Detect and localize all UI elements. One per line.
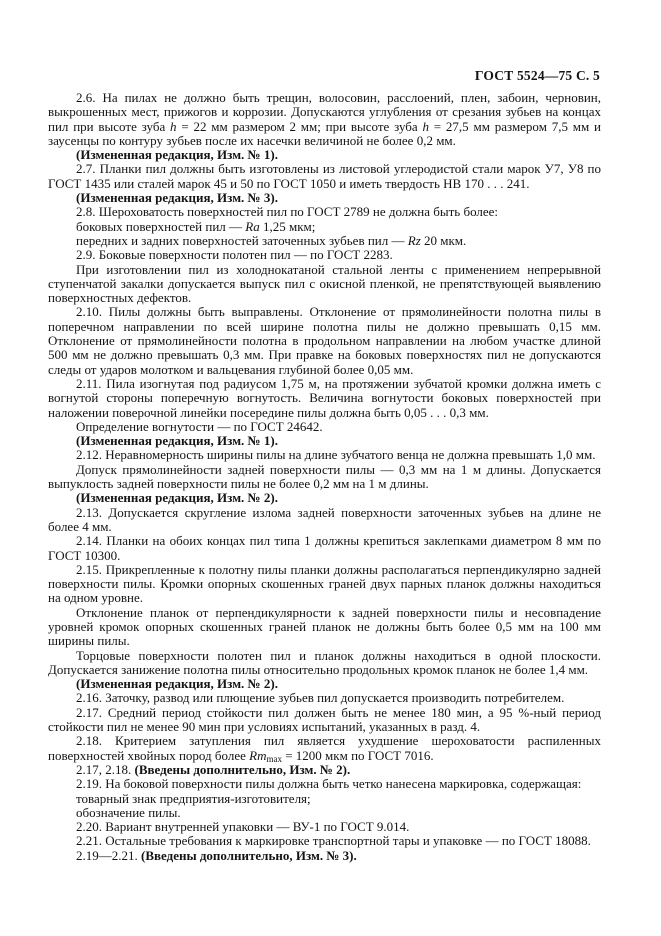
paragraph: [48, 820, 601, 834]
page-header: [48, 68, 600, 84]
paragraph: [48, 220, 601, 234]
text-run: 2.17. Средний период стойкости пил должен быть не менее 180 мин, а 95 %-ный период стойкости пил не менее 90 мин при условиях испытаний, указанных в разд. 4.: [48, 704, 601, 735]
text-run: (Введены дополнительно, Изм. № 2).: [134, 761, 351, 777]
paragraph: [48, 706, 601, 735]
text-run: 2.12. Неравномерность ширины пилы на длине зубчатого венца не должна превышать 1,0 мм.: [76, 447, 596, 463]
text-run: Определение вогнутости — по ГОСТ 24642.: [76, 418, 323, 434]
paragraph: [48, 148, 601, 162]
text-run: (Измененная редакция, Изм. № 1).: [76, 147, 278, 163]
text-run: 2.19. На боковой поверхности пилы должна быть четко нанесена маркировка, содержащая:: [76, 776, 582, 792]
paragraph: [48, 534, 601, 563]
paragraph: [48, 563, 601, 606]
text-run: товарный знак предприятия-изготовителя;: [76, 790, 311, 806]
text-run: 2.21. Остальные требования к маркировке транспортной тары и упаковке — по ГОСТ 18088.: [76, 833, 591, 849]
text-run: 2.9. Боковые поверхности полотен пил — по ГОСТ 2283.: [76, 247, 393, 263]
text-run: Торцовые поверхности полотен пил и планок должны находиться в одной плоскости. Допускается занижение полотна пилы относительно продольных кромок планок не более 1,4 мм.: [48, 647, 601, 677]
text-run: 2.11. Пила изогнутая под радиусом 1,75 м, на протяжении зубчатой кромки должна иметь с вогнутой стороны поперечную вогнутость. Величина вогнутости боковых поверхностей при наложении поверочной линейки посередине пилы должна быть 0,05 . . . 0,3 мм.: [48, 375, 601, 420]
text-run: обозначение пилы.: [76, 804, 181, 820]
text-run: 2.17, 2.18.: [76, 761, 135, 777]
text-run: 2.20. Вариант внутренней упаковки — ВУ-1 по ГОСТ 9.014.: [76, 819, 410, 835]
paragraph: [48, 263, 601, 306]
text-run: 2.18. Критерием затупления пил является ухудшение шероховатости распиленных поверхностей хвойных пород более: [48, 733, 601, 763]
paragraph: [48, 777, 601, 791]
text-run: 2.8. Шероховатость поверхностей пил по ГОСТ 2789 не должна быть более:: [76, 204, 499, 220]
paragraph: [48, 734, 601, 763]
paragraph: [48, 677, 601, 691]
paragraph: [48, 806, 601, 820]
paragraph: [48, 491, 601, 505]
paragraph: [48, 305, 601, 376]
paragraph: [48, 205, 601, 219]
standard-number: ГОСТ 5524—75 С. 5: [474, 68, 600, 83]
paragraph: [48, 792, 601, 806]
text-run: 20 мкм.: [420, 232, 467, 248]
text-run: 2.6. На пилах не должно быть трещин, волосовин, расслоений, плен, забоин, черновин, выкрошенных мест, прижогов и коррозии. Допускаются углубления от срезания зубьев на концах пил при высоте зуба: [48, 90, 601, 134]
text-run: (Введены дополнительно, Изм. № 3).: [141, 847, 357, 863]
paragraph: [48, 606, 601, 649]
text-run: (Измененная редакция, Изм. № 3).: [76, 190, 278, 206]
text-run: 2.7. Планки пил должны быть изготовлены из листовой углеродистой стали марок У7, У8 по ГОСТ 1435 или сталей марок 45 и 50 по ГОСТ 1050 и иметь твердость НВ 170 . . . 241.: [48, 161, 601, 191]
text-run: 2.10. Пилы должны быть выправлены. Отклонение от прямолинейности полотна пилы в поперечном направлении по всей ширине полотна пилы не должно превышать 0,15 мм. Отклонение от прямолинейности полотна в продольном направлении на любом участке длиной 500 мм не должно превышать 0,3 мм. При правке на боковых поверхностях пил не допускаются следы от ударов молотком и вальцевания глубиной более 0,05 мм.: [48, 304, 601, 377]
text-run: передних и задних поверхностей заточенных зубьев пил —: [76, 232, 408, 248]
text-run: Rz: [407, 232, 421, 248]
text-run: Rm: [249, 747, 267, 763]
text-run: Ra: [245, 218, 260, 234]
paragraph: [48, 234, 601, 248]
paragraph: [48, 191, 601, 205]
paragraph: [48, 763, 601, 777]
text-run: 2.15. Прикрепленные к полотну пилы планки должны располагаться перпендикулярно задней поверхности пилы. Кромки опорных скошенных граней двух парных планок должны находиться на одном уровне.: [48, 561, 601, 606]
text-run: = 22 мм размером 2 мм; при высоте зуба: [176, 118, 423, 134]
paragraph: [48, 849, 601, 863]
text-run: При изготовлении пил из холоднокатаной стальной ленты с применением непрерывной ступенчатой закалки допускается выпуск пил с окисной пленкой, не препятствующей выявлению поверхностных дефектов.: [48, 261, 601, 306]
paragraph: [48, 834, 601, 848]
text-run: (Измененная редакция, Изм. № 2).: [76, 490, 278, 506]
paragraph: [48, 248, 601, 262]
text-run: (Измененная редакция, Изм. № 1).: [76, 433, 278, 449]
text-run: 2.19—2.21.: [76, 847, 141, 863]
text-run: 2.14. Планки на обоих концах пил типа 1 должны крепиться заклепками диаметром 8 мм по ГОСТ 10300.: [48, 533, 601, 563]
paragraph: [48, 434, 601, 448]
paragraph: [48, 162, 601, 191]
text-run: h: [170, 118, 177, 134]
paragraph: [48, 377, 601, 420]
paragraph: [48, 91, 601, 148]
document-body: [48, 91, 601, 863]
paragraph: [48, 448, 601, 462]
text-run: (Измененная редакция, Изм. № 2).: [76, 676, 278, 692]
text-run: Отклонение планок от перпендикулярности к задней поверхности пилы и несовпадение уровней кромок опорных скошенных граней планок не должны быть более 0,5 мм на 100 мм ширины пилы.: [48, 604, 601, 649]
text-run: 1,25 мкм;: [259, 218, 316, 234]
text-run: 2.16. Заточку, развод или плющение зубьев пил допускается производить потребителем.: [76, 690, 565, 706]
text-run: Допуск прямолинейности задней поверхности пилы — 0,3 мм на 1 м длины. Допускается выпуклость задней поверхности пилы не более 0,2 мм на 1 м длины.: [48, 461, 601, 492]
paragraph: [48, 691, 601, 705]
text-run: = 27,5 мм размером 7,5 мм и заусенцы по контуру зубьев после их насечки величиной не более 0,2 мм.: [48, 118, 601, 148]
text-run: = 1200 мкм по ГОСТ 7016.: [281, 747, 434, 763]
paragraph: [48, 506, 601, 535]
text-run: h: [422, 118, 429, 134]
text-run: max: [266, 753, 282, 764]
text-run: боковых поверхностей пил —: [76, 218, 246, 234]
paragraph: [48, 420, 601, 434]
paragraph: [48, 463, 601, 492]
text-run: 2.13. Допускается скругление излома задней поверхности заточенных зубьев на длине не более 4 мм.: [48, 504, 601, 534]
paragraph: [48, 649, 601, 678]
